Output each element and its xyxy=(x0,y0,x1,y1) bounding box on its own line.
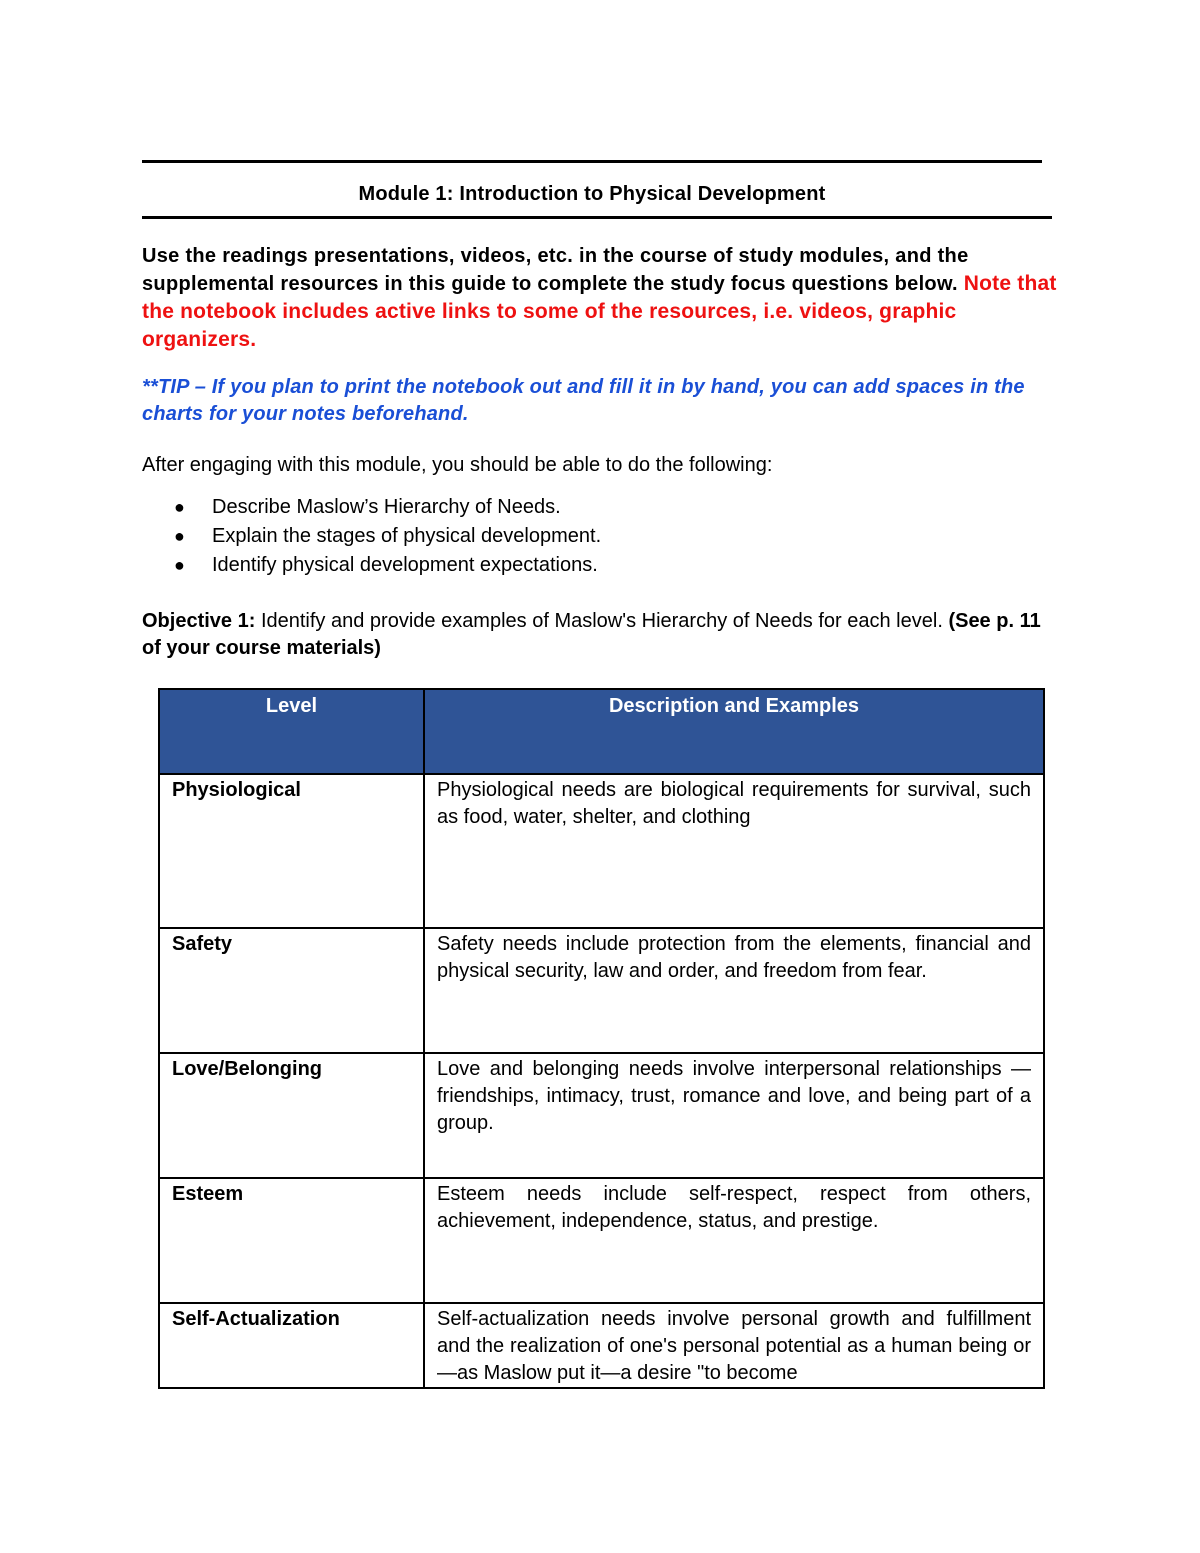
level-cell: Self-Actualization xyxy=(159,1303,424,1388)
table-row xyxy=(159,928,1044,1053)
level-cell: Esteem xyxy=(159,1178,424,1303)
page-title: Module 1: Introduction to Physical Development xyxy=(358,183,826,205)
table-row xyxy=(159,1178,1044,1303)
intro-red-note: Note that the notebook includes active links to some of the resources, i.e. videos, graphic organizers. xyxy=(142,272,1057,351)
description-cell[interactable]: Esteem needs include self-respect, respect from others, achievement, independence, status, and prestige. xyxy=(424,1178,1044,1303)
table-row xyxy=(159,1303,1044,1388)
description-column-header: Description and Examples xyxy=(424,689,1044,774)
description-cell[interactable]: Love and belonging needs involve interpersonal relationships —friendships, intimacy, trust, romance and love, and being part of a group. xyxy=(424,1053,1044,1178)
document-page xyxy=(142,140,1060,662)
intro-paragraph xyxy=(142,243,1060,354)
level-cell: Safety xyxy=(159,928,424,1053)
objective-text: Explain the stages of physical development. xyxy=(212,525,602,547)
objective-1-reference: (See p. 11 of your course materials) xyxy=(142,610,1041,659)
table-row xyxy=(159,774,1044,928)
after-engaging-text: After engaging with this module, you should be able to do the following: xyxy=(142,454,773,476)
tip-paragraph: **TIP – If you plan to print the notebook out and fill it in by hand, you can add spaces in the charts for your notes beforehand. xyxy=(142,376,1025,425)
level-cell: Physiological xyxy=(159,774,424,928)
level-cell: Love/Belonging xyxy=(159,1053,424,1178)
bottom-rule xyxy=(142,216,1052,219)
description-cell[interactable]: Safety needs include protection from the elements, financial and physical security, law and order, and freedom from fear. xyxy=(424,928,1044,1053)
bullet-icon: ● xyxy=(174,555,185,575)
objective-text: Describe Maslow’s Hierarchy of Needs. xyxy=(212,496,561,518)
bullet-icon: ● xyxy=(174,497,185,517)
objective-text: Identify physical development expectations. xyxy=(212,554,598,576)
table-header-row xyxy=(159,689,1044,774)
objectives-list xyxy=(142,493,1060,580)
list-item xyxy=(142,522,1060,551)
intro-bold-text: Use the readings presentations, videos, etc. in the course of study modules, and the supplemental resources in this guide to complete the study focus questions below. xyxy=(142,245,969,295)
list-item xyxy=(142,493,1060,522)
objective-1-text: Identify and provide examples of Maslow's Hierarchy of Needs for each level. xyxy=(255,610,949,632)
objective-1-label: Objective 1: xyxy=(142,610,256,632)
table-row xyxy=(159,1053,1044,1178)
objective-1-heading xyxy=(142,608,1060,662)
level-column-header: Level xyxy=(159,689,424,774)
description-cell[interactable]: Self-actualization needs involve personal growth and fulfillment and the realization of one's personal potential as a human being or—as Maslow put it—a desire "to become xyxy=(424,1303,1044,1388)
maslow-table xyxy=(158,688,1045,1389)
top-rule xyxy=(142,160,1042,163)
bullet-icon: ● xyxy=(174,526,185,546)
description-cell[interactable]: Physiological needs are biological requirements for survival, such as food, water, shelter, and clothing xyxy=(424,774,1044,928)
list-item xyxy=(142,551,1060,580)
